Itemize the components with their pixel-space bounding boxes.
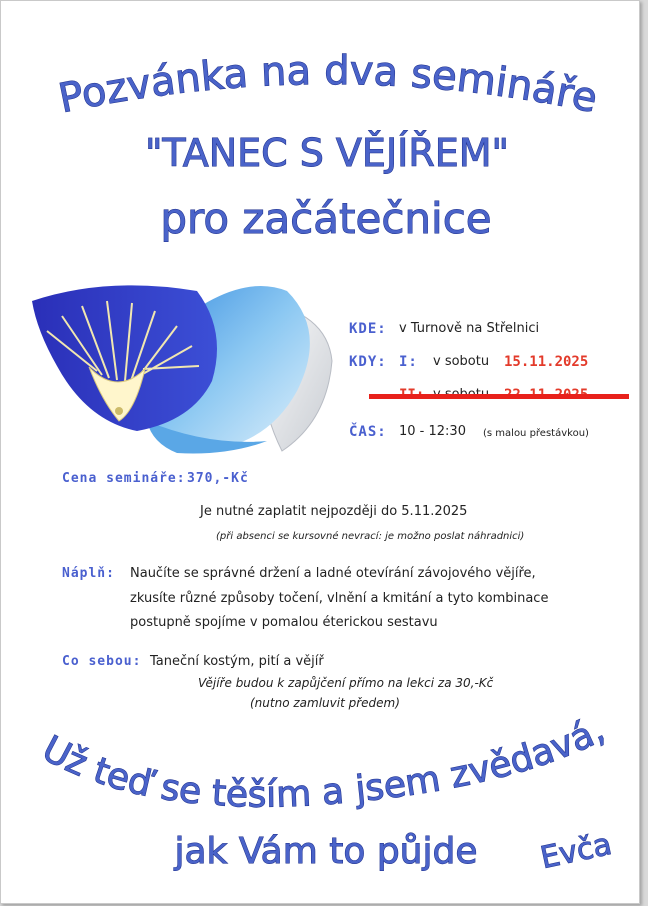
content-label: Náplň: — [62, 566, 115, 581]
time-value: 10 - 12:30 — [399, 424, 466, 439]
signature: Evča — [537, 826, 615, 877]
reserve-note: (nutno zamluvit předem) — [250, 696, 400, 710]
session-one-day: v sobotu — [433, 354, 490, 369]
when-label: KDY: — [349, 354, 387, 370]
where-value: v Turnově na Střelnici — [399, 321, 540, 336]
time-label: ČAS: — [349, 424, 387, 440]
content-line-2: zkusíte různé způsoby točení, vlnění a kmitání a tyto kombinace — [130, 591, 549, 606]
session-one-date: 15.11.2025 — [504, 354, 589, 370]
closing-line2: jak Vám to půjde — [174, 831, 478, 872]
bring-value: Taneční kostým, pití a vějíř — [150, 654, 324, 669]
closing-line1: Už teď se těším a jsem zvědavá, — [35, 709, 611, 816]
closing-wordart — [1, 701, 639, 903]
session-two-strikethrough — [369, 394, 629, 399]
headline-line1: Pozvánka na dva semináře — [54, 47, 602, 123]
headline-wordart — [1, 1, 639, 261]
headline-line3: pro začátečnice — [160, 194, 492, 243]
headline-line2: "TANEC S VĚJÍŘEM" — [144, 131, 510, 175]
content-line-3: postupně spojíme v pomalou éterickou sestavu — [130, 615, 438, 630]
time-note: (s malou přestávkou) — [483, 428, 589, 439]
price-value: 370,-Kč — [187, 471, 249, 486]
bring-label: Co sebou: — [62, 654, 142, 669]
price-label: Cena semináře: — [62, 471, 186, 486]
veil-fan-image — [27, 271, 337, 461]
absence-note: (při absenci se kursovné nevrací: je možno poslat náhradnici) — [216, 531, 525, 542]
session-one-label: I: — [399, 354, 418, 370]
where-label: KDE: — [349, 321, 387, 337]
fan-rental-note: Vějíře budou k zapůjčení přímo na lekci za 30,-Kč — [198, 676, 494, 690]
content-line-1: Naučíte se správné držení a ladné otevírání závojového vějíře, — [130, 566, 536, 581]
payment-deadline: Je nutné zaplatit nejpozději do 5.11.2025 — [200, 504, 468, 519]
